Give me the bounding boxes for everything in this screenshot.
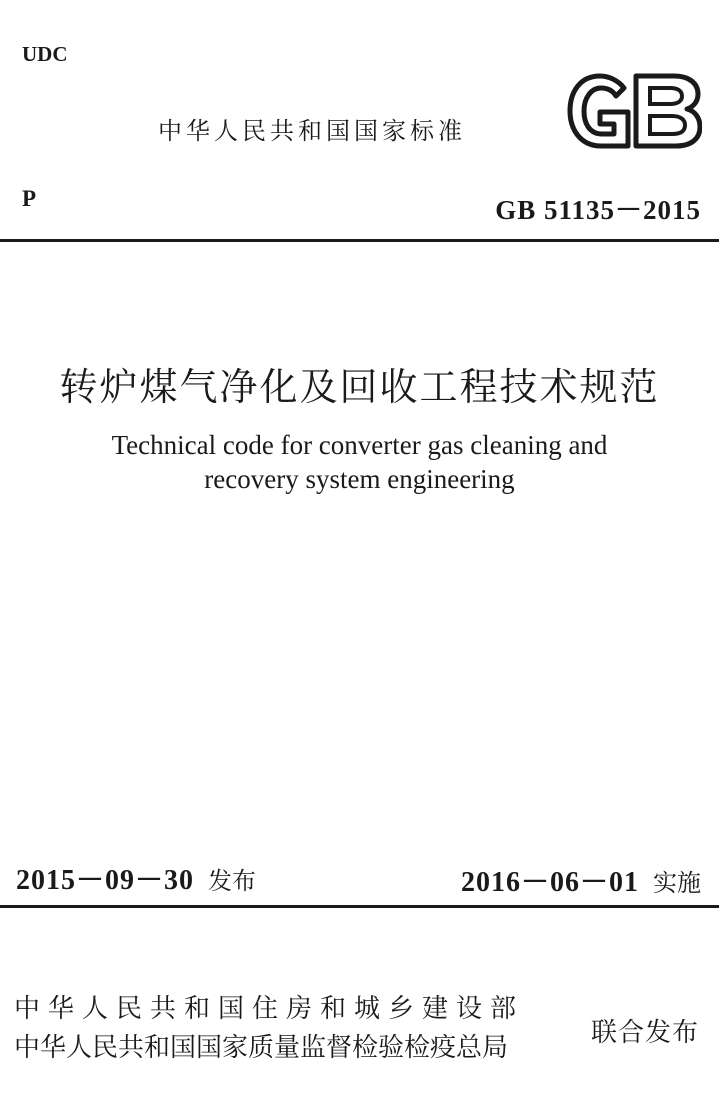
- udc-label: UDC: [22, 42, 68, 66]
- implement-label: 实施: [653, 869, 701, 897]
- classification-code: P: [22, 186, 37, 211]
- title-chinese: 转炉煤气净化及回收工程技术规范: [59, 365, 660, 409]
- joint-issue-label: 联合发布: [590, 1018, 699, 1048]
- footer-divider: [0, 905, 719, 908]
- issuer-ministry-housing: 中华人民共和国住房和城乡建设部: [14, 994, 525, 1024]
- title-english-line2: recovery system engineering: [204, 464, 515, 494]
- issue-label: 发布: [208, 867, 257, 895]
- issuer-quality-administration: 中华人民共和国国家质量监督检验检疫总局: [14, 1033, 509, 1063]
- header-divider: [0, 239, 719, 242]
- implement-date-group: [461, 860, 701, 900]
- implement-date: 2016－06－01: [460, 867, 639, 898]
- issue-date: 2015－09－30: [16, 865, 195, 896]
- standard-type: 中华人民共和国国家标准: [158, 117, 466, 145]
- title-english: [0, 428, 719, 496]
- title-english-line1: Technical code for converter gas cleaning and: [111, 430, 608, 460]
- issue-date-group: [16, 858, 256, 898]
- gb-logo: [566, 72, 702, 150]
- standard-number: GB 51135－2015: [495, 195, 701, 225]
